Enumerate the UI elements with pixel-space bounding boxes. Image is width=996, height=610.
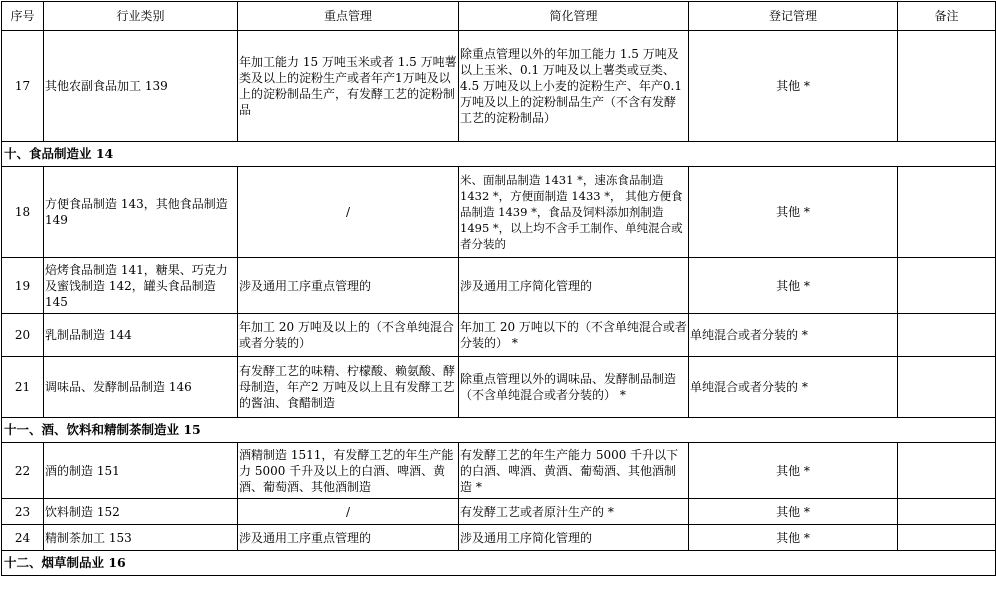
- section-heading: 十一、酒、饮料和精制茶制造业 15: [2, 418, 996, 443]
- notes-cell: [898, 31, 996, 142]
- simplified-management-cell: 涉及通用工序简化管理的: [459, 258, 689, 314]
- section-heading: 十、食品制造业 14: [2, 142, 996, 167]
- table-row: [2, 443, 996, 499]
- table-row: [2, 314, 996, 357]
- header-industry: 行业类别: [44, 2, 238, 31]
- notes-cell: [898, 499, 996, 525]
- industry-cell: 饮料制造 152: [44, 499, 238, 525]
- section-row: [2, 142, 996, 167]
- simplified-management-cell: 除重点管理以外的调味品、发酵制品制造（不含单纯混合或者分装的） *: [459, 357, 689, 418]
- header-registration-management: 登记管理: [689, 2, 898, 31]
- notes-cell: [898, 357, 996, 418]
- simplified-management-cell: 年加工 20 万吨以下的（不含单纯混合或者分装的） *: [459, 314, 689, 357]
- permit-classification-table: [1, 1, 996, 576]
- table-row: [2, 258, 996, 314]
- notes-cell: [898, 525, 996, 551]
- industry-cell: 方便食品制造 143，其他食品制造 149: [44, 167, 238, 258]
- row-number: 19: [2, 258, 44, 314]
- table-row: [2, 31, 996, 142]
- header-notes: 备注: [898, 2, 996, 31]
- registration-cell: 其他 *: [689, 258, 898, 314]
- row-number: 18: [2, 167, 44, 258]
- header-no: 序号: [2, 2, 44, 31]
- simplified-management-cell: 涉及通用工序简化管理的: [459, 525, 689, 551]
- key-management-cell: 涉及通用工序重点管理的: [238, 525, 459, 551]
- row-number: 17: [2, 31, 44, 142]
- row-number: 23: [2, 499, 44, 525]
- registration-cell: 单纯混合或者分装的 *: [689, 314, 898, 357]
- table-row: [2, 167, 996, 258]
- header-simplified-management: 简化管理: [459, 2, 689, 31]
- key-management-cell: /: [238, 167, 459, 258]
- notes-cell: [898, 167, 996, 258]
- registration-cell: 其他 *: [689, 443, 898, 499]
- key-management-cell: /: [238, 499, 459, 525]
- table-row: [2, 499, 996, 525]
- section-row: [2, 418, 996, 443]
- key-management-cell: 年加工 20 万吨及以上的（不含单纯混合或者分装的）: [238, 314, 459, 357]
- key-management-cell: 年加工能力 15 万吨玉米或者 1.5 万吨薯类及以上的淀粉生产或者年产1万吨及以上的淀粉制品生产，有发酵工艺的淀粉制品: [238, 31, 459, 142]
- row-number: 24: [2, 525, 44, 551]
- header-row: [2, 2, 996, 31]
- registration-cell: 其他 *: [689, 31, 898, 142]
- registration-cell: 其他 *: [689, 499, 898, 525]
- simplified-management-cell: 有发酵工艺的年生产能力 5000 千升以下的白酒、啤酒、黄酒、葡萄酒、其他酒制造 *: [459, 443, 689, 499]
- simplified-management-cell: 米、面制品制造 1431 *，速冻食品制造 1432 *，方便面制造 1433 *， 其他方便食品制造 1439 *，食品及饲料添加剂制造 1495 *，以上均不含手工制作、单纯混合或者分装的: [459, 167, 689, 258]
- industry-cell: 焙烤食品制造 141，糖果、巧克力及蜜饯制造 142，罐头食品制造 145: [44, 258, 238, 314]
- simplified-management-cell: 有发酵工艺或者原汁生产的 *: [459, 499, 689, 525]
- key-management-cell: 涉及通用工序重点管理的: [238, 258, 459, 314]
- registration-cell: 其他 *: [689, 525, 898, 551]
- notes-cell: [898, 443, 996, 499]
- key-management-cell: 有发酵工艺的味精、柠檬酸、赖氨酸、酵母制造，年产2 万吨及以上且有发酵工艺的酱油、食醋制造: [238, 357, 459, 418]
- notes-cell: [898, 314, 996, 357]
- row-number: 22: [2, 443, 44, 499]
- row-number: 21: [2, 357, 44, 418]
- industry-cell: 其他农副食品加工 139: [44, 31, 238, 142]
- key-management-cell: 酒精制造 1511，有发酵工艺的年生产能力 5000 千升及以上的白酒、啤酒、黄酒、葡萄酒、其他酒制造: [238, 443, 459, 499]
- notes-cell: [898, 258, 996, 314]
- table-row: [2, 357, 996, 418]
- industry-cell: 调味品、发酵制品制造 146: [44, 357, 238, 418]
- row-number: 20: [2, 314, 44, 357]
- header-key-management: 重点管理: [238, 2, 459, 31]
- table-row: [2, 525, 996, 551]
- section-heading: 十二、烟草制品业 16: [2, 551, 996, 576]
- industry-cell: 乳制品制造 144: [44, 314, 238, 357]
- simplified-management-cell: 除重点管理以外的年加工能力 1.5 万吨及以上玉米、0.1 万吨及以上薯类或豆类、4.5 万吨及以上小麦的淀粉生产、年产0.1 万吨及以上的淀粉制品生产（不含有发酵工艺的淀粉制品）: [459, 31, 689, 142]
- industry-cell: 精制茶加工 153: [44, 525, 238, 551]
- registration-cell: 单纯混合或者分装的 *: [689, 357, 898, 418]
- industry-cell: 酒的制造 151: [44, 443, 238, 499]
- registration-cell: 其他 *: [689, 167, 898, 258]
- section-row: [2, 551, 996, 576]
